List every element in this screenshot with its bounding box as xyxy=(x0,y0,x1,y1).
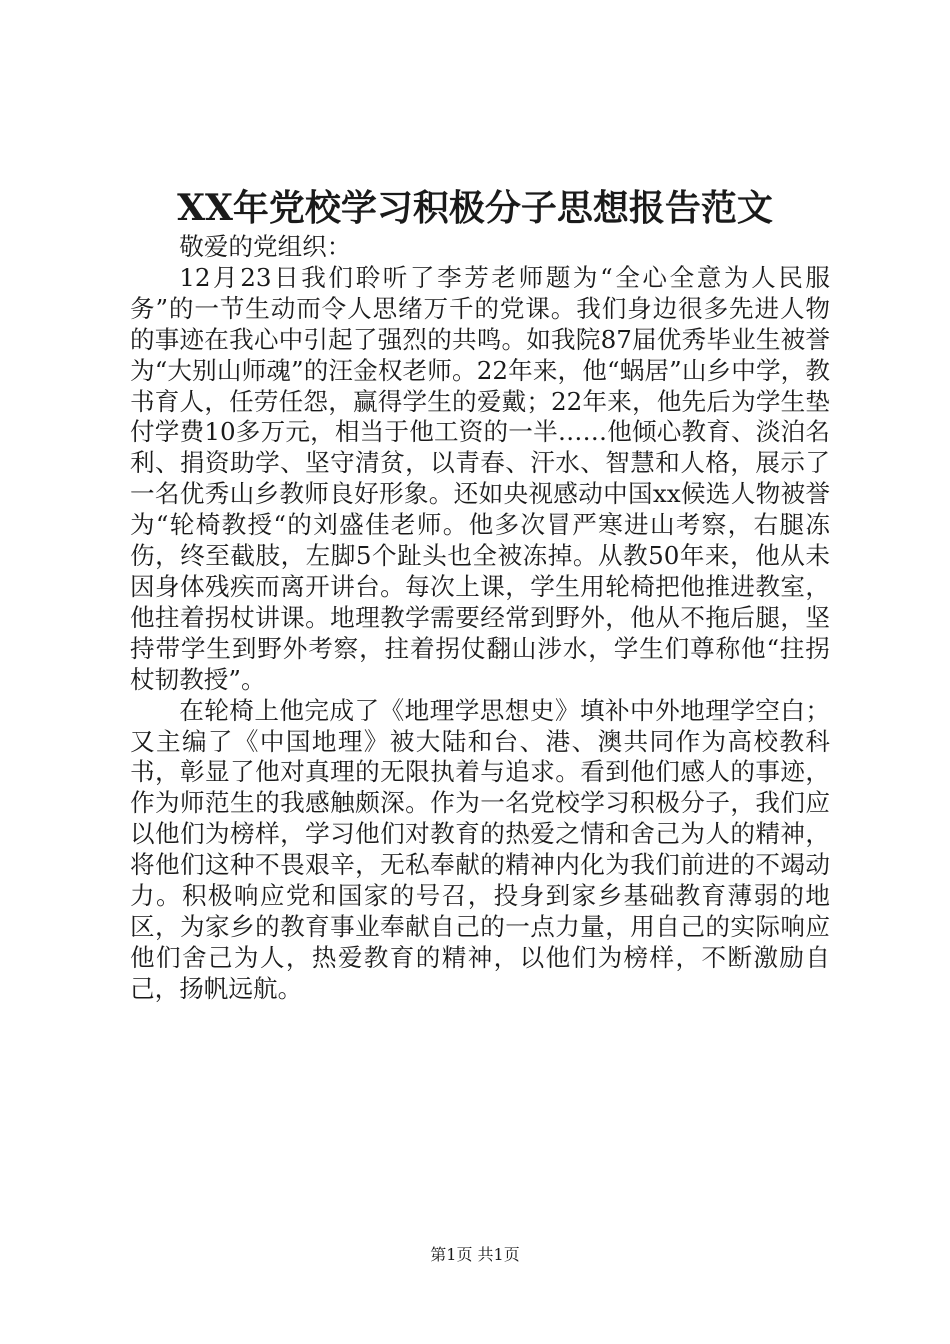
paragraph-2: 在轮椅上他完成了《地理学思想史》填补中外地理学空白；又主编了《中国地理》被大陆和台、港、澳共同作为高校教科书，彰显了他对真理的无限执着与追求。看到他们感人的事迹，作为师范生的我感触颇深。作为一名党校学习积极分子，我们应以他们为榜样，学习他们对教育的热爱之情和舍己为人的精神，将他们这种不畏艰辛，无私奉献的精神内化为我们前进的不竭动力。积极响应党和国家的号召，投身到家乡基础教育薄弱的地区，为家乡的教育事业奉献自己的一点力量，用自己的实际响应他们舍己为人，热爱教育的精神，以他们为榜样，不断激励自己，扬帆远航。 xyxy=(130,695,830,1003)
page-title: XX年党校学习积极分子思想报告范文 xyxy=(177,187,773,229)
salutation: 敬爱的党组织： xyxy=(179,232,352,261)
page-footer: 第1页 共1页 xyxy=(430,1245,520,1264)
paragraph-1: 12月23日我们聆听了李芳老师题为“全心全意为人民服务”的一节生动而令人思绪万千的党课。我们身边很多先进人物的事迹在我心中引起了强烈的共鸣。如我院87届优秀毕业生被誉为“大别山师魂”的汪金权老师。22年来，他“蜗居”山乡中学，教书育人，任劳任怨，赢得学生的爱戴；22年来，他先后为学生垫付学费10多万元，相当于他工资的一半……他倾心教育、淡泊名利、捐资助学、坚守清贫，以青春、汗水、智慧和人格，展示了一名优秀山乡教师良好形象。还如央视感动中国xx候选人物被誉为“轮椅教授“的刘盛佳老师。他多次冒严寒进山考察，右腿冻伤，终至截肢，左脚5个趾头也全被冻掉。从教50年来，他从未因身体残疾而离开讲台。每次上课，学生用轮椅把他推进教室，他拄着拐杖讲课。地理教学需要经常到野外，他从不拖后腿，坚持带学生到野外考察，拄着拐仗翻山涉水，学生们尊称他“拄拐杖韧教授”。 xyxy=(130,262,830,694)
document-body xyxy=(130,232,830,1005)
